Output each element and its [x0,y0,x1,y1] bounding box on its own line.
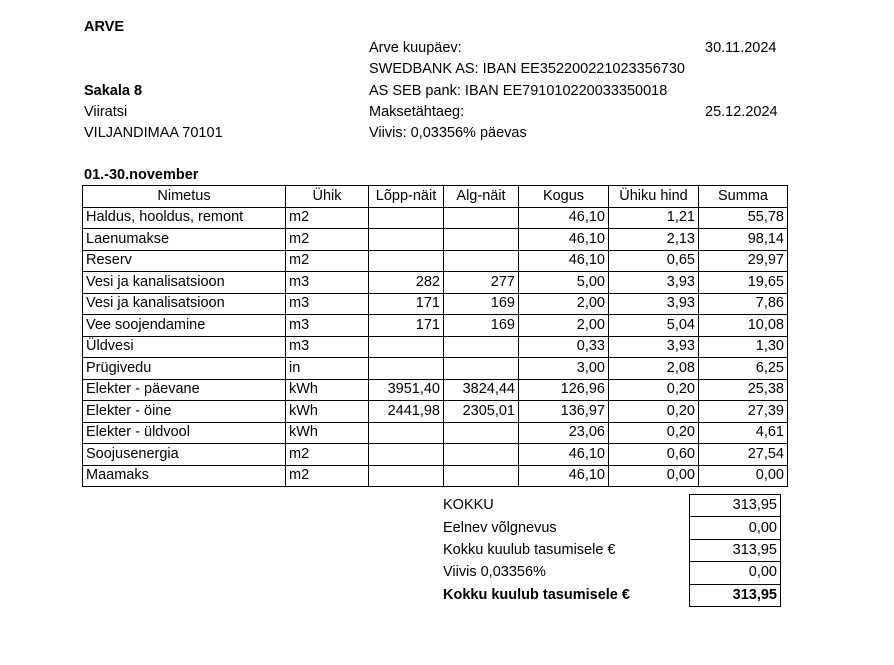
document-title: ARVE [84,19,125,35]
item-unit-price: 3,93 [609,272,699,294]
item-sum: 29,97 [699,250,788,272]
item-unit-price: 1,21 [609,207,699,229]
table-row [83,229,788,251]
item-name: Haldus, hooldus, remont [83,207,286,229]
item-end-reading: 2441,98 [369,401,444,423]
item-sum: 1,30 [699,336,788,358]
table-header-row [83,186,788,208]
item-start-reading [444,444,519,466]
item-unit-price: 3,93 [609,293,699,315]
item-quantity: 46,10 [519,465,609,487]
totals-row [440,539,781,561]
customer-address-line1: Sakala 8 [84,83,143,99]
item-name: Maamaks [83,465,286,487]
due-date-label: Maksetähtaeg: [369,104,465,120]
item-end-reading: 3951,40 [369,379,444,401]
header-nimetus: Nimetus [83,186,286,208]
item-sum: 6,25 [699,358,788,380]
item-sum: 19,65 [699,272,788,294]
table-row [83,465,788,487]
item-end-reading [369,207,444,229]
item-quantity: 46,10 [519,207,609,229]
item-unit: m3 [286,293,369,315]
item-name: Vesi ja kanalisatsioon [83,272,286,294]
item-unit: m3 [286,272,369,294]
table-row [83,422,788,444]
final-amount-due-value: 313,95 [690,584,781,606]
previous-debt-value: 0,00 [690,517,781,539]
item-name: Elekter - öine [83,401,286,423]
item-unit: m3 [286,315,369,337]
item-quantity: 3,00 [519,358,609,380]
previous-debt-label: Eelnev võlgnevus [443,519,557,536]
totals-row [440,517,781,539]
item-unit: m3 [286,336,369,358]
item-start-reading: 2305,01 [444,401,519,423]
item-unit: m2 [286,207,369,229]
item-name: Elekter - üldvool [83,422,286,444]
item-start-reading [444,465,519,487]
item-start-reading: 3824,44 [444,379,519,401]
item-unit-price: 0,60 [609,444,699,466]
item-quantity: 46,10 [519,444,609,466]
item-sum: 98,14 [699,229,788,251]
item-name: Reserv [83,250,286,272]
header-summa: Summa [699,186,788,208]
item-unit-price: 0,65 [609,250,699,272]
totals-row [440,562,781,584]
item-name: Vee soojendamine [83,315,286,337]
item-sum: 7,86 [699,293,788,315]
invoice-items-table [82,185,788,487]
item-sum: 55,78 [699,207,788,229]
table-row [83,250,788,272]
item-end-reading: 171 [369,315,444,337]
item-end-reading: 171 [369,293,444,315]
invoice-date-value: 30.11.2024 [705,40,777,56]
item-end-reading: 282 [369,272,444,294]
item-quantity: 2,00 [519,293,609,315]
item-sum: 25,38 [699,379,788,401]
item-end-reading [369,358,444,380]
item-quantity: 46,10 [519,229,609,251]
item-unit: m2 [286,250,369,272]
header-alg-nait: Alg-näit [444,186,519,208]
item-name: Vesi ja kanalisatsioon [83,293,286,315]
bank-account-seb: AS SEB pank: IBAN EE791010220033350018 [369,83,668,99]
item-name: Elekter - päevane [83,379,286,401]
item-sum: 4,61 [699,422,788,444]
table-row [83,336,788,358]
item-start-reading: 169 [444,293,519,315]
item-quantity: 5,00 [519,272,609,294]
invoice-date-label: Arve kuupäev: [369,40,462,56]
customer-address-line2: Viiratsi [84,104,128,120]
header-uhik: Ühik [286,186,369,208]
header-lopp-nait: Lõpp-näit [369,186,444,208]
table-row [83,207,788,229]
table-row [83,444,788,466]
item-quantity: 23,06 [519,422,609,444]
item-start-reading [444,336,519,358]
totals-row [440,584,781,606]
item-end-reading [369,444,444,466]
totals-table [440,494,781,607]
item-name: Laenumakse [83,229,286,251]
item-unit: m2 [286,229,369,251]
item-unit-price: 2,08 [609,358,699,380]
bank-account-swedbank: SWEDBANK AS: IBAN EE352200221023356730 [369,61,685,77]
item-unit: kWh [286,379,369,401]
item-quantity: 46,10 [519,250,609,272]
penalty-rate: Viivis: 0,03356% päevas [369,125,527,141]
item-start-reading [444,250,519,272]
due-date-value: 25.12.2024 [705,104,778,120]
item-end-reading [369,465,444,487]
total-label: KOKKU [443,497,494,514]
item-unit-price: 2,13 [609,229,699,251]
item-start-reading [444,229,519,251]
item-end-reading [369,229,444,251]
table-row [83,293,788,315]
totals-row [440,495,781,517]
item-unit: in [286,358,369,380]
table-row [83,401,788,423]
item-start-reading: 169 [444,315,519,337]
item-name: Üldvesi [83,336,286,358]
final-amount-due-label: Kokku kuulub tasumisele € [443,586,630,603]
item-unit: m2 [286,444,369,466]
penalty-label: Viivis 0,03356% [443,564,546,581]
item-start-reading [444,422,519,444]
item-start-reading [444,207,519,229]
item-quantity: 136,97 [519,401,609,423]
item-unit-price: 5,04 [609,315,699,337]
item-unit: m2 [286,465,369,487]
item-sum: 0,00 [699,465,788,487]
table-row [83,358,788,380]
header-kogus: Kogus [519,186,609,208]
item-quantity: 2,00 [519,315,609,337]
total-value: 313,95 [690,495,781,517]
item-sum: 27,39 [699,401,788,423]
table-row [83,272,788,294]
item-start-reading: 277 [444,272,519,294]
amount-due-value: 313,95 [690,539,781,561]
item-start-reading [444,358,519,380]
item-end-reading [369,336,444,358]
item-unit: kWh [286,422,369,444]
item-sum: 10,08 [699,315,788,337]
item-unit-price: 0,20 [609,379,699,401]
table-row [83,315,788,337]
item-name: Soojusenergia [83,444,286,466]
billing-period: 01.-30.november [84,167,199,183]
item-unit-price: 0,20 [609,422,699,444]
header-uhiku-hind: Ühiku hind [609,186,699,208]
item-unit-price: 0,00 [609,465,699,487]
item-unit-price: 0,20 [609,401,699,423]
item-end-reading [369,250,444,272]
item-unit: kWh [286,401,369,423]
customer-address-line3: VILJANDIMAA 70101 [84,125,223,141]
item-quantity: 0,33 [519,336,609,358]
item-unit-price: 3,93 [609,336,699,358]
item-quantity: 126,96 [519,379,609,401]
amount-due-label: Kokku kuulub tasumisele € [443,541,616,558]
item-end-reading [369,422,444,444]
item-name: Prügivedu [83,358,286,380]
item-sum: 27,54 [699,444,788,466]
penalty-value: 0,00 [690,562,781,584]
table-row [83,379,788,401]
